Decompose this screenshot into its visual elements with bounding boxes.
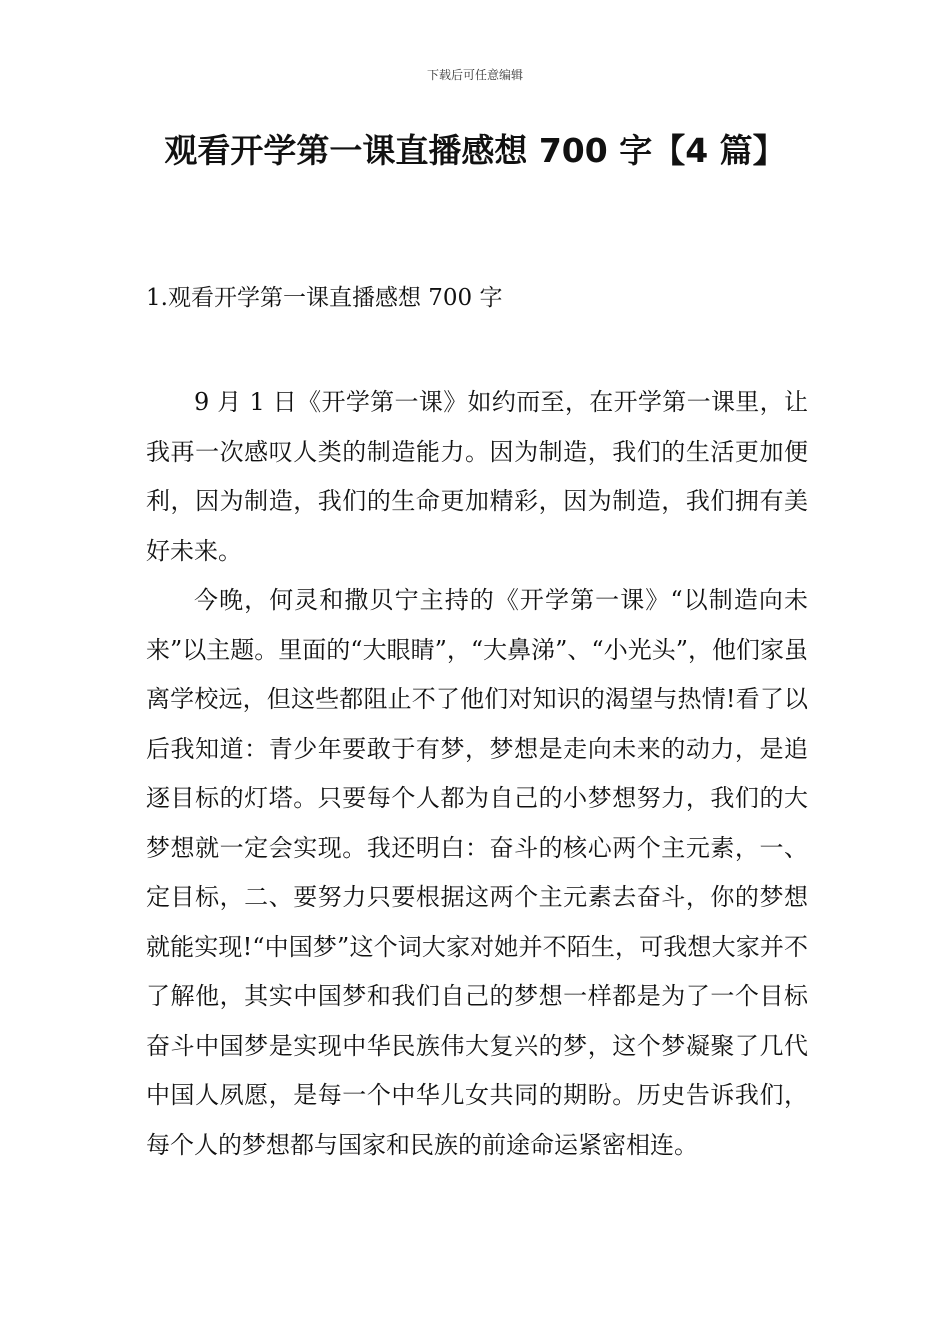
header-note: 下载后可任意编辑 [426,68,523,82]
section-heading: 1.观看开学第一课直播感想 700 字 [146,285,503,311]
paragraph: 今晚，何灵和撒贝宁主持的《开学第一课》“以制造向未来”以主题。里面的“大眼睛”，“大鼻涕”、“小光头”，他们家虽离学校远，但这些都阻止不了他们对知识的渴望与热情!看了以后我知道：青少年要敢于有梦，梦想是走向未来的动力，是追逐目标的灯塔。只要每个人都为自己的小梦想努力，我们的大梦想就一定会实现。我还明白：奋斗的核心两个主元素，一、定目标，二、要努力只要根据这两个主元素去奋斗，你的梦想就能实现!“中国梦”这个词大家对她并不陌生，可我想大家并不了解他，其实中国梦和我们自己的梦想一样都是为了一个目标奋斗中国梦是实现中华民族伟大复兴的梦，这个梦凝聚了几代中国人夙愿，是每一个中华儿女共同的期盼。历史告诉我们，每个人的梦想都与国家和民族的前途命运紧密相连。 [146,586,808,1159]
document-body [146,378,808,1170]
paragraph: 9 月 1 日《开学第一课》如约而至，在开学第一课里，让我再一次感叹人类的制造能力。因为制造，我们的生活更加便利，因为制造，我们的生命更加精彩，因为制造，我们拥有美好未来。 [146,388,808,565]
document-title: 观看开学第一课直播感想 700 字【4 篇】 [164,131,786,170]
